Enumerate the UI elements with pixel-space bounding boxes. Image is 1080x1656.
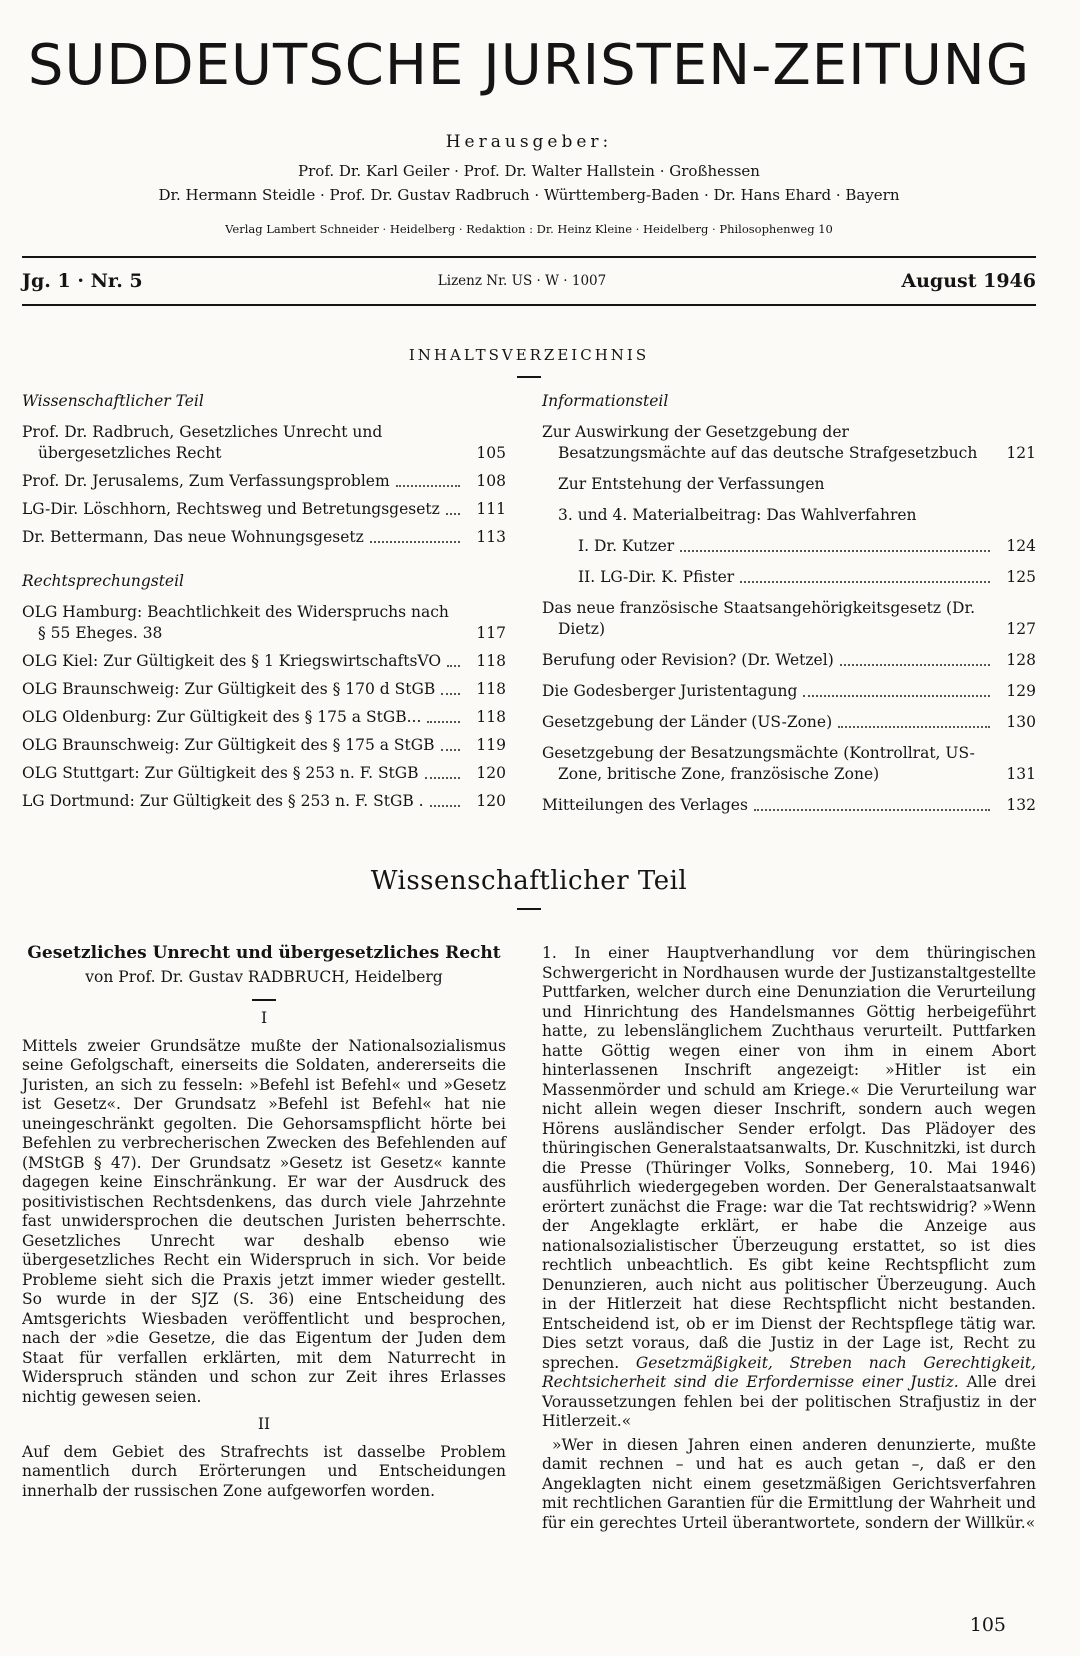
section-title: Wissenschaftlicher Teil	[370, 866, 688, 896]
toc-entry-title: Berufung oder Revision? (Dr. Wetzel)	[542, 651, 834, 669]
toc-entry	[542, 505, 1036, 526]
toc-entry	[22, 527, 506, 548]
divider	[517, 908, 541, 910]
toc-entry-title: Gesetzgebung der Länder (US-Zone)	[542, 713, 833, 731]
toc-right-column	[542, 392, 1036, 826]
dot-leader	[754, 809, 990, 811]
toc-entry	[542, 567, 1036, 588]
toc-page-number: 124	[1006, 537, 1036, 555]
toc-entry	[22, 707, 506, 728]
dot-leader	[680, 550, 990, 552]
toc-page-number: 113	[476, 528, 506, 546]
toc-entry	[542, 795, 1036, 816]
toc-entry	[22, 422, 506, 464]
dot-leader	[803, 695, 990, 697]
toc-entry	[542, 650, 1036, 671]
toc-entry	[22, 471, 506, 492]
editors-line: Prof. Dr. Karl Geiler · Prof. Dr. Walter Hallstein · Großhessen	[298, 162, 760, 180]
toc-entry	[22, 763, 506, 784]
article	[22, 932, 1036, 1533]
toc-list	[542, 422, 1036, 816]
article-paragraph: Mittels zweier Grundsätze mußte der Nationalsozialismus seine Gefolgschaft, einerseits die Soldaten, andererseits die Juristen, an sich zu fesseln: »Befehl ist Befehl« und »Gesetz ist Gesetz«. Der Grundsatz »Befehl ist Befehl« hat nie uneingeschränkt gegolten. Die Gehorsamspflicht hörte bei Befehlen zu verbrecherischen Zwecken des Befehlenden auf (MStGB § 47). Der Grundsatz »Gesetz ist Gesetz« kannte dagegen keine Einschränkung. Er war der Ausdruck des positivistischen Rechtsdenkens, das durch viele Jahrzehnte fast unwidersprochen die deutschen Juristen beherrschte. Gesetzliches Unrecht war deshalb ebenso wie übergesetzliches Recht ein Widerspruch in sich. Vor beide Probleme sieht sich die Praxis jetzt immer wieder gestellt. So wurde in der SJZ (S. 36) eine Entscheidung des Amtsgerichts Wiesbaden veröffentlicht und besprochen, nach der »die Gesetze, die das Eigentum der Juden dem Staat für verfallen erklärten, mit dem Naturrecht in Widerspruch ständen und schon zur Zeit ihres Erlasses nichtig gewesen seien.	[22, 1036, 506, 1406]
page-number: 105	[969, 1614, 1006, 1636]
toc-section-title: Wissenschaftlicher Teil	[22, 392, 204, 410]
toc-entry-title: Das neue französische Staatsangehörigkeitsgesetz (Dr. Dietz)	[542, 599, 976, 638]
toc-page-number: 121	[1006, 444, 1036, 462]
toc-page-number: 108	[476, 472, 506, 490]
imprint-line: Verlag Lambert Schneider · Heidelberg · Redaktion : Dr. Heinz Kleine · Heidelberg · Philosophenweg 10	[225, 222, 833, 236]
editors-line: Dr. Hermann Steidle · Prof. Dr. Gustav Radbruch · Württemberg-Baden · Dr. Hans Ehard · Bayern	[158, 186, 900, 204]
toc-page-number: 128	[1006, 651, 1036, 669]
paragraph-text: Alle drei Voraussetzungen fehlen bei der politischen Strafjustiz in der Hitlerzeit.«	[542, 1373, 1036, 1430]
dot-leader	[840, 664, 990, 666]
toc-page-number: 120	[476, 792, 506, 810]
toc-page-number: 127	[1006, 620, 1036, 638]
toc-entry-title: Dr. Bettermann, Das neue Wohnungsgesetz	[22, 528, 364, 546]
dot-leader	[441, 693, 460, 695]
toc-entry	[22, 499, 506, 520]
toc-page-number: 131	[1006, 765, 1036, 783]
toc-entry	[22, 651, 506, 672]
toc-page-number: 125	[1006, 568, 1036, 586]
dot-leader	[447, 665, 460, 667]
toc-entry	[22, 679, 506, 700]
toc-entry	[542, 681, 1036, 702]
toc-entry-title: Zur Entstehung der Verfassungen	[558, 475, 825, 493]
article-left-column	[22, 932, 506, 1533]
toc-entry	[542, 712, 1036, 733]
dot-leader	[370, 541, 460, 543]
dot-leader	[838, 726, 990, 728]
toc-page-number: 105	[476, 444, 506, 462]
divider	[252, 999, 276, 1001]
toc-entry-title: OLG Braunschweig: Zur Gültigkeit des § 170 d StGB	[22, 680, 436, 698]
toc-list	[22, 602, 506, 812]
toc-section-title: Informationsteil	[542, 392, 669, 410]
table-of-contents	[22, 392, 1036, 826]
toc-entry-title: OLG Braunschweig: Zur Gültigkeit des § 175 a StGB	[22, 736, 435, 754]
toc-entry	[542, 422, 1036, 464]
dot-leader	[430, 805, 460, 807]
toc-entry	[542, 743, 1036, 785]
paragraph-text: 1. In einer Hauptverhandlung vor dem thüringischen Schwergericht in Nordhausen wurde der Justizanstaltgestellte Puttfarken, welcher durch eine Denunziation die Verurteilung und Hinrichtung des Handelsmannes Göttig herbeigeführt hatte, zu lebenslänglichem Zuchthaus verurteilt. Puttfarken hatte Göttig wegen einer von ihm in einem Abort hinterlassenen Inschrift angezeigt: »Hitler ist ein Massenmörder und schuld am Kriege.« Die Verurteilung war nicht allein wegen dieser Inschrift, sondern auch wegen Hörens ausländischer Sender erfolgt. Das Plädoyer des thüringischen Generalstaatsanwalts, Dr. Kuschnitzki, ist durch die Presse (Thüringer Volks, Sonneberg, 10. Mai 1946) ausführlich wiedergegeben worden. Der Generalstaatsanwalt erörtert zunächst die Frage: war die Tat rechtswidrig? »Wenn der Angeklagte erklärt, er habe die Anzeige aus nationalsozialistischer Überzeugung erstattet, so ist dies rechtlich unbeachtlich. Es gibt keine Rechtspflicht zum Denunzieren, auch nicht aus politischer Überzeugung. Auch in der Hitlerzeit hat diese Rechtspflicht nicht bestanden. Entscheidend ist, ob er im Dienst der Rechtspflege tätig war. Dies setzt voraus, daß die Justiz in der Lage ist, Recht zu sprechen.	[542, 944, 1036, 1372]
toc-entry-title: II. LG-Dir. K. Pfister	[578, 568, 735, 586]
toc-page-number: 130	[1006, 713, 1036, 731]
toc-entry	[542, 598, 1036, 640]
article-paragraph: »Wer in diesen Jahren einen anderen denunzierte, mußte damit rechnen – und hat es auch getan –, daß er den Angeklagten nicht einem gesetzmäßigen Gerichtsverfahren mit rechtlichen Garantien für die Ermittlung der Wahrheit und für ein gerechtes Urteil überantwortete, sondern der Willkür.«	[542, 1435, 1036, 1532]
toc-entry	[22, 791, 506, 812]
dot-leader	[425, 777, 460, 779]
article-title: Gesetzliches Unrecht und übergesetzliches Recht	[27, 943, 501, 963]
journal-title: SUDDEUTSCHE JURISTEN-ZEITUNG	[27, 33, 1031, 98]
toc-entry-title: Mitteilungen des Verlages	[542, 796, 748, 814]
toc-entry-title: OLG Stuttgart: Zur Gültigkeit des § 253 n. F. StGB	[22, 764, 419, 782]
toc-list	[22, 422, 506, 548]
toc-entry	[542, 474, 1036, 495]
issue-bar	[22, 256, 1036, 306]
toc-page-number: 118	[476, 708, 506, 726]
dot-leader	[441, 749, 460, 751]
part-heading: II	[257, 1415, 271, 1433]
toc-entry	[22, 602, 506, 644]
toc-entry-title: OLG Oldenburg: Zur Gültigkeit des § 175 a StGB...	[22, 708, 422, 726]
toc-entry	[542, 536, 1036, 557]
article-paragraph: Auf dem Gebiet des Strafrechts ist dasselbe Problem namentlich durch Erörterungen und Entscheidungen innerhalb der russischen Zone aufgeworfen worden.	[22, 1442, 506, 1500]
toc-entry-title: Die Godesberger Juristentagung	[542, 682, 798, 700]
toc-entry-title: LG Dortmund: Zur Gültigkeit des § 253 n. F. StGB .	[22, 792, 424, 810]
toc-entry	[22, 735, 506, 756]
article-right-column	[542, 932, 1036, 1533]
toc-entry-title: 3. und 4. Materialbeitrag: Das Wahlverfahren	[558, 506, 917, 524]
toc-page-number: 118	[476, 652, 506, 670]
dot-leader	[427, 721, 460, 723]
license-number: Lizenz Nr. US · W · 1007	[437, 273, 607, 289]
dot-leader	[446, 513, 460, 515]
publisher-label: Herausgeber:	[445, 132, 613, 152]
toc-entry-title: OLG Hamburg: Beachtlichkeit des Widerspruchs nach § 55 Eheges. 38	[22, 603, 449, 642]
toc-section-title: Rechtsprechungsteil	[22, 572, 185, 590]
toc-entry-title: LG-Dir. Löschhorn, Rechtsweg und Betretungsgesetz	[22, 500, 440, 518]
toc-page-number: 117	[476, 624, 506, 642]
part-heading: I	[260, 1009, 268, 1027]
toc-page-number: 119	[476, 736, 506, 754]
toc-entry-title: I. Dr. Kutzer	[578, 537, 675, 555]
emphasized-text: Gesetzmäßigkeit, Streben nach Gerechtigkeit, Rechtsicherheit sind die Erfordernisse einer Justiz.	[542, 1353, 1036, 1391]
toc-entry-title: OLG Kiel: Zur Gültigkeit des § 1 KriegswirtschaftsVO	[22, 652, 442, 670]
toc-entry-title: Prof. Dr. Radbruch, Gesetzliches Unrecht und übergesetzliches Recht	[22, 423, 383, 462]
toc-entry-title: Prof. Dr. Jerusalems, Zum Verfassungsproblem	[22, 472, 390, 490]
dot-leader	[740, 581, 990, 583]
volume-number: Jg. 1 · Nr. 5	[22, 270, 143, 292]
toc-page-number: 132	[1006, 796, 1036, 814]
toc-page-number: 120	[476, 764, 506, 782]
toc-heading: INHALTSVERZEICHNIS	[408, 346, 650, 364]
dot-leader	[396, 485, 460, 487]
article-paragraph	[542, 944, 1036, 1432]
toc-page-number: 111	[476, 500, 506, 518]
toc-left-column	[22, 392, 506, 826]
toc-entry-title: Gesetzgebung der Besatzungsmächte (Kontrollrat, US-Zone, britische Zone, französische Zone)	[542, 744, 975, 783]
issue-date: August 1946	[901, 270, 1036, 292]
divider	[517, 376, 541, 378]
toc-entry-title: Zur Auswirkung der Gesetzgebung der Besatzungsmächte auf das deutsche Strafgesetzbuch	[542, 423, 978, 462]
toc-page-number: 129	[1006, 682, 1036, 700]
article-author: von Prof. Dr. Gustav RADBRUCH, Heidelberg	[85, 967, 443, 986]
toc-page-number: 118	[476, 680, 506, 698]
